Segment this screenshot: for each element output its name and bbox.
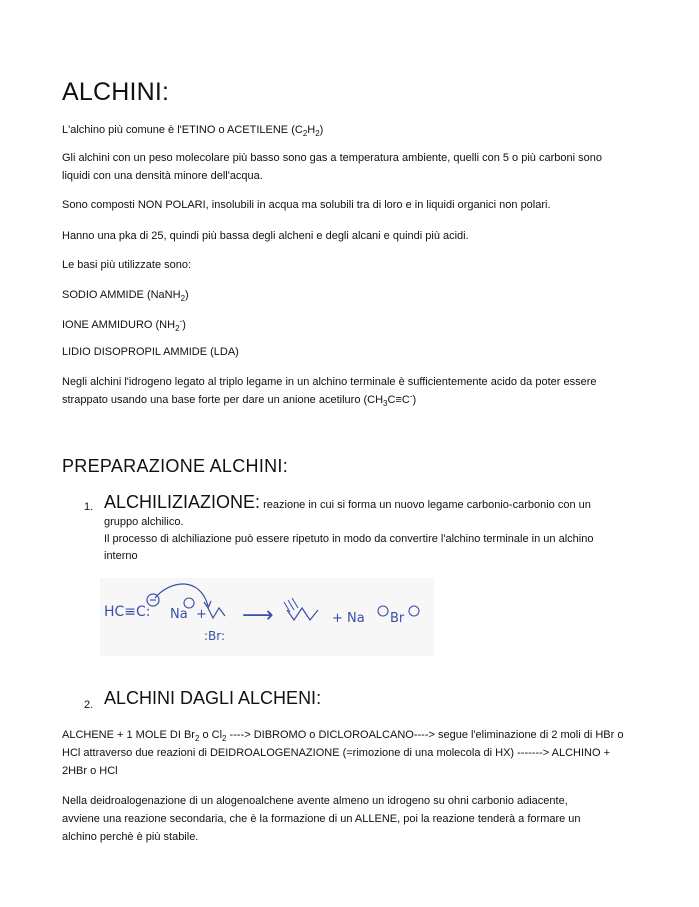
text: IONE AMMIDURO (NH [62, 319, 176, 331]
list-item-alchilizazione [104, 494, 644, 565]
subscript: 2 [315, 129, 320, 139]
sketch-reactant: HC≡C: [104, 604, 151, 620]
text: ALCHENE + 1 MOLE DI Br [62, 729, 195, 741]
text: ) [182, 319, 186, 331]
reaction-sketch [100, 578, 434, 656]
sketch-plus: + [196, 607, 207, 622]
text-line: gruppo alchilico. [104, 516, 184, 528]
text-line: alchino perchè è più stabile. [62, 831, 199, 843]
paragraph-gas [62, 149, 642, 185]
section-title-preparazione: PREPARAZIONE ALCHINI: [62, 456, 289, 476]
superscript: - [179, 316, 183, 326]
list-number: 1. [84, 501, 94, 513]
paragraph-etino [62, 121, 642, 139]
text-line: Nella deidroalogenazione di un alogenoalchene avente almeno un idrogeno su ohni carbonio adiacente, [62, 795, 568, 807]
text-line: Negli alchini l'idrogeno legato al triplo legame in un alchino terminale è sufficientemente acido da poter essere [62, 376, 597, 388]
text-line: avviene una reazione secondaria, che è la formazione di un ALLENE, poi la reazione tenderà a formare un [62, 813, 581, 825]
text: ) [185, 289, 189, 301]
base-ione-ammiduro [62, 316, 642, 334]
list-item-title: ALCHILIZIAZIONE: [104, 492, 261, 512]
paragraph-acetiluro [62, 373, 642, 409]
paragraph-deidroalogenazione [62, 792, 642, 846]
sketch-br: :Br: [204, 629, 226, 643]
list-item-number [84, 695, 93, 713]
text: ) [319, 124, 324, 136]
base-sodio-ammide [62, 286, 642, 304]
superscript: - [409, 391, 413, 401]
text-line: Il processo di alchiliazione può essere ripetuto in modo da convertire l'alchino terminale in un alchino [104, 533, 594, 545]
text: SODIO AMMIDE (NaNH [62, 289, 181, 301]
paragraph-alchene-reazione [62, 726, 642, 780]
sketch-na: Na [170, 607, 188, 622]
sketch-na-product: + Na [332, 611, 365, 626]
list-item-alchini-dagli-alcheni: ALCHINI DAGLI ALCHENI: [104, 688, 322, 708]
paragraph-pka: Hanno una pka di 25, quindi più bassa degli alcheni e degli alcani e quindi più acidi. [62, 230, 469, 242]
text: o Cl [199, 729, 223, 741]
base-lda: LIDIO DISOPROPIL AMMIDE (LDA) [62, 346, 239, 358]
sketch-br-product: Br [390, 611, 405, 626]
text-line: HCl attraverso due reazioni di DEIDROALOGENAZIONE (=rimozione di una molecola di HX) -------> ALCHINO + [62, 747, 611, 759]
subscript: 2 [302, 129, 308, 139]
text-line: interno [104, 550, 138, 562]
list-item-first-line [104, 494, 644, 514]
subscript: 2 [194, 734, 200, 744]
text-line: Gli alchini con un peso molecolare più basso sono gas a temperatura ambiente, quelli con 5 o più carboni sono [62, 152, 602, 164]
subscript: 2 [175, 324, 180, 334]
text: H [307, 124, 316, 136]
list-number: 2. [84, 699, 94, 711]
page-title: ALCHINI: [62, 78, 170, 106]
text: strappato usando una base forte per dare un anione acetiluro (CH [62, 394, 384, 406]
text: L'alchino più comune è l'ETINO o ACETILENE (C [62, 124, 303, 136]
paragraph-non-polari: Sono composti NON POLARI, insolubili in acqua ma solubili tra di loro e in liquidi organici non polari. [62, 199, 551, 211]
subscript: 2 [222, 734, 227, 744]
paragraph-basi: Le basi più utilizzate sono: [62, 259, 192, 271]
text: ) [412, 394, 417, 406]
text: reazione in cui si forma un nuovo legame carbonio-carbonio con un [260, 499, 591, 511]
text-line: liquidi con una densità minore dell'acqua. [62, 170, 263, 182]
list-item-number [84, 497, 93, 515]
text: ----> DIBROMO o DICLOROALCANO----> segue l'eliminazione di 2 moli di HBr o [226, 729, 624, 741]
text-line: 2HBr o HCl [62, 765, 118, 777]
reaction-arrow: ⟶ [242, 603, 274, 628]
subscript: 3 [383, 399, 388, 409]
subscript: 2 [180, 294, 186, 304]
text: C≡C [387, 394, 410, 406]
